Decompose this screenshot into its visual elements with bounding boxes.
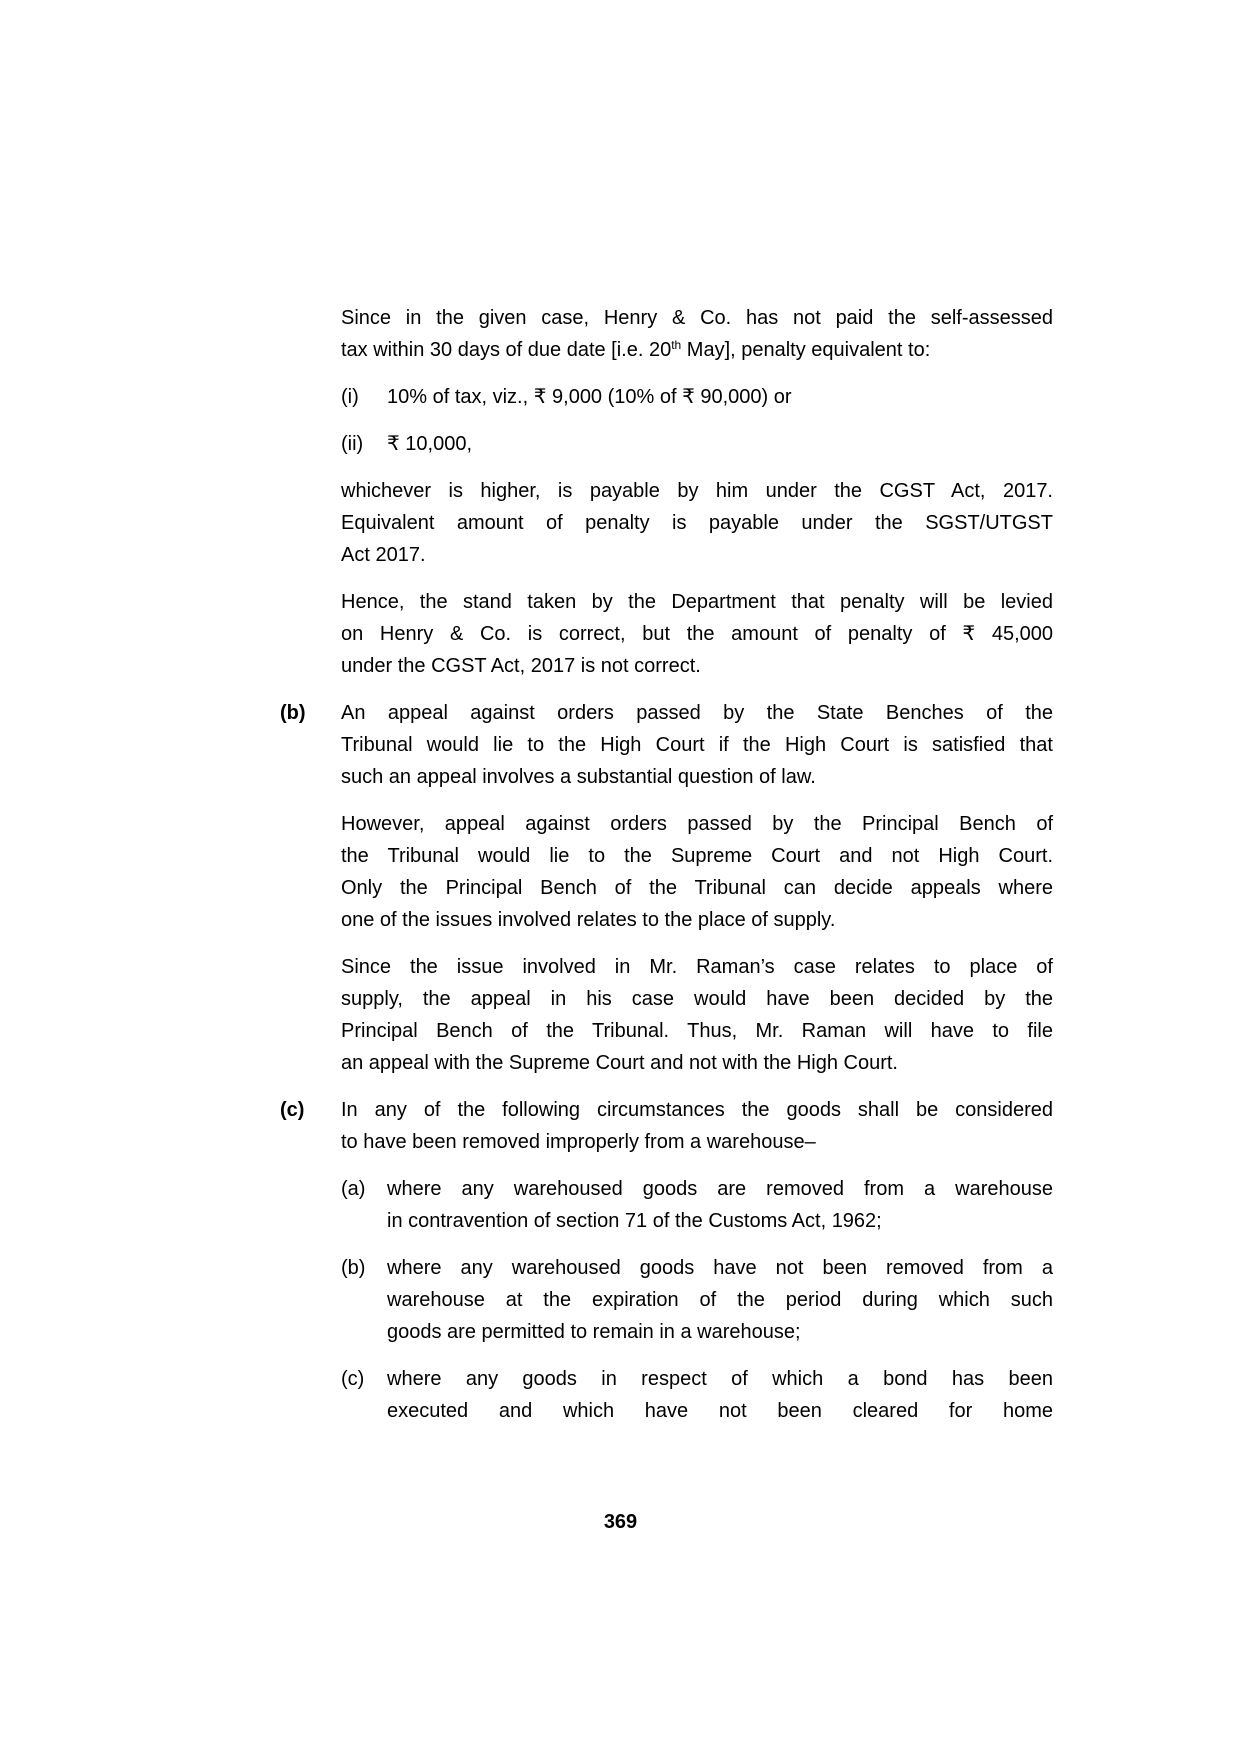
text-line: supply, the appeal in his case would have been decided by the	[341, 988, 1053, 1010]
text-line: executed and which have not been cleared for home	[387, 1400, 1053, 1422]
text-segment: May], penalty equivalent to:	[681, 339, 931, 361]
sublist-item-c-label: (c)	[341, 1368, 365, 1390]
paragraph-intro	[341, 302, 1053, 366]
sublist-item-b-label: (b)	[341, 1257, 366, 1279]
text-line: where any goods in respect of which a bond has been	[387, 1368, 1053, 1390]
text-line: where any warehoused goods are removed from a warehouse	[387, 1178, 1053, 1200]
superscript-ordinal: th	[671, 338, 682, 352]
text-line: Act 2017.	[341, 544, 426, 566]
text-line: where any warehoused goods have not been removed from a	[387, 1257, 1053, 1279]
text-line: whichever is higher, is payable by him under the CGST Act, 2017.	[341, 480, 1053, 502]
list-item-i	[341, 381, 1053, 413]
text-line	[341, 334, 1053, 366]
text-line: In any of the following circumstances the goods shall be considered	[341, 1099, 1053, 1121]
paragraph-whichever	[341, 475, 1053, 571]
sublist-item-a-label: (a)	[341, 1178, 366, 1200]
list-item-ii-label: (ii)	[341, 433, 364, 455]
text-line: Equivalent amount of penalty is payable under the SGST/UTGST	[341, 512, 1053, 534]
text-line: 10% of tax, viz., ₹ 9,000 (10% of ₹ 90,000) or	[387, 386, 792, 408]
page-number: 369	[603, 1511, 638, 1533]
text-line: warehouse at the expiration of the period during which such	[387, 1289, 1053, 1311]
text-line: An appeal against orders passed by the State Benches of the	[341, 702, 1053, 724]
list-item-b-label: (b)	[280, 702, 306, 724]
text-line: on Henry & Co. is correct, but the amount of penalty of ₹ 45,000	[341, 623, 1053, 645]
text-line: ₹ 10,000,	[387, 433, 473, 455]
paragraph-since-issue	[341, 951, 1053, 1079]
list-item-ii	[341, 428, 1053, 460]
text-line: Only the Principal Bench of the Tribunal can decide appeals where	[341, 877, 1053, 899]
text-line: such an appeal involves a substantial question of law.	[341, 766, 816, 788]
text-line: However, appeal against orders passed by the Principal Bench of	[341, 813, 1053, 835]
paragraph-hence	[341, 586, 1053, 682]
text-segment: tax within 30 days of due date [i.e. 20	[341, 339, 672, 361]
list-item-i-label: (i)	[341, 386, 359, 408]
text-line: under the CGST Act, 2017 is not correct.	[341, 655, 701, 677]
text-line: Since in the given case, Henry & Co. has not paid the self-assessed	[341, 307, 1053, 329]
text-line: Hence, the stand taken by the Department that penalty will be levied	[341, 591, 1053, 613]
text-line: goods are permitted to remain in a warehouse;	[387, 1321, 801, 1343]
sublist-item-a	[341, 1173, 1053, 1237]
list-item-b	[280, 697, 1053, 793]
text-line: Principal Bench of the Tribunal. Thus, Mr. Raman will have to file	[341, 1020, 1053, 1042]
text-line: to have been removed improperly from a warehouse–	[341, 1131, 816, 1153]
text-line: one of the issues involved relates to the place of supply.	[341, 909, 836, 931]
paragraph-however	[341, 808, 1053, 936]
list-item-c	[280, 1094, 1053, 1158]
page-content	[280, 302, 1053, 1442]
text-line: the Tribunal would lie to the Supreme Court and not High Court.	[341, 845, 1053, 867]
text-line: Since the issue involved in Mr. Raman’s case relates to place of	[341, 956, 1053, 978]
text-line: in contravention of section 71 of the Customs Act, 1962;	[387, 1210, 882, 1232]
text-line: Tribunal would lie to the High Court if the High Court is satisfied that	[341, 734, 1053, 756]
sublist-item-c	[341, 1363, 1053, 1427]
text-line: an appeal with the Supreme Court and not with the High Court.	[341, 1052, 898, 1074]
sublist-item-b	[341, 1252, 1053, 1348]
list-item-c-label: (c)	[280, 1099, 305, 1121]
